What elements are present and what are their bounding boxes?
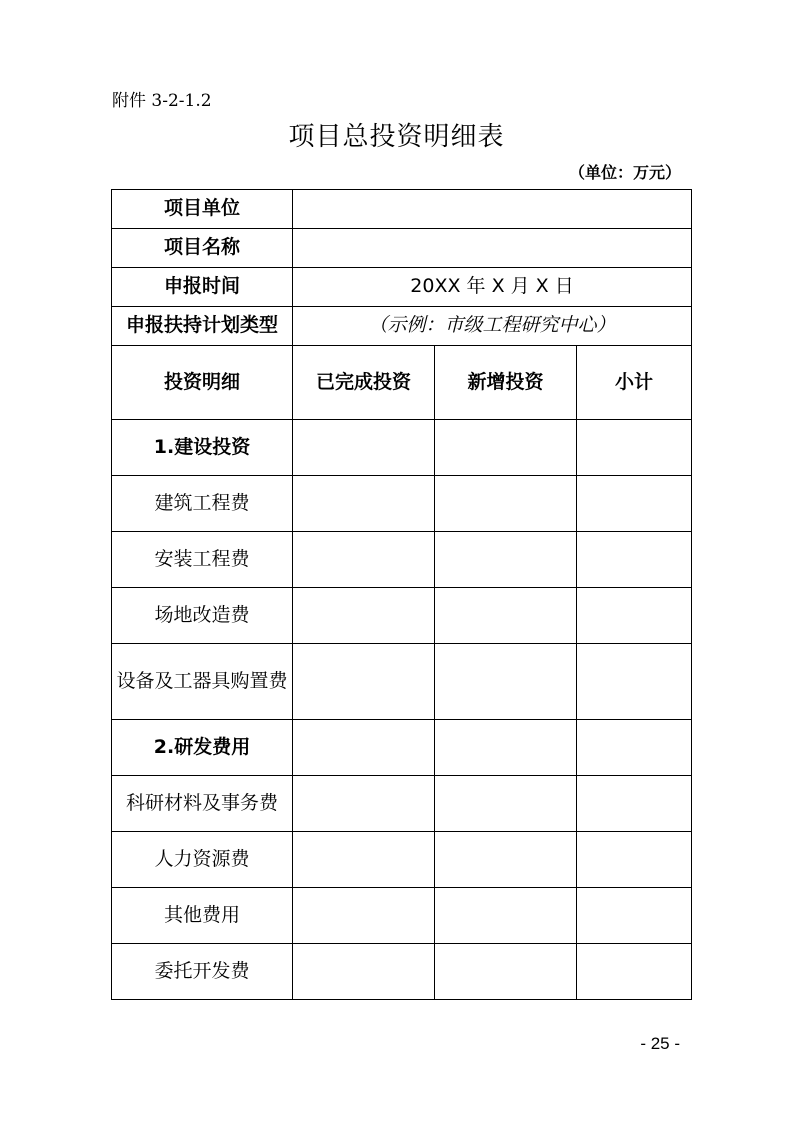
info-value[interactable] (293, 190, 692, 229)
info-value[interactable]: （示例：市级工程研究中心） (293, 307, 692, 346)
new-cell[interactable] (435, 532, 577, 588)
completed-cell[interactable] (293, 944, 435, 1000)
new-cell[interactable] (435, 720, 577, 776)
subtotal-cell[interactable] (577, 888, 692, 944)
completed-cell[interactable] (293, 420, 435, 476)
info-label: 申报时间 (112, 268, 293, 307)
subtotal-cell[interactable] (577, 476, 692, 532)
investment-table (111, 189, 692, 1000)
new-cell[interactable] (435, 944, 577, 1000)
new-cell[interactable] (435, 420, 577, 476)
new-cell[interactable] (435, 476, 577, 532)
subtotal-cell[interactable] (577, 420, 692, 476)
subtotal-cell[interactable] (577, 720, 692, 776)
new-cell[interactable] (435, 888, 577, 944)
table-row (112, 776, 692, 832)
subtotal-cell[interactable] (577, 832, 692, 888)
table-row (112, 720, 692, 776)
column-header: 投资明细 (112, 346, 293, 420)
row-label: 2.研发费用 (112, 720, 293, 776)
row-label: 委托开发费 (112, 944, 293, 1000)
new-cell[interactable] (435, 588, 577, 644)
table-row (112, 532, 692, 588)
attachment-number: 附件 3-2-1.2 (112, 91, 212, 111)
info-label: 项目名称 (112, 229, 293, 268)
column-header-row (112, 346, 692, 420)
info-row-type (112, 307, 692, 346)
completed-cell[interactable] (293, 776, 435, 832)
column-header: 已完成投资 (293, 346, 435, 420)
table-row (112, 944, 692, 1000)
info-value[interactable]: 20XX 年 X 月 X 日 (293, 268, 692, 307)
subtotal-cell[interactable] (577, 776, 692, 832)
row-label: 建筑工程费 (112, 476, 293, 532)
subtotal-cell[interactable] (577, 588, 692, 644)
info-row-date (112, 268, 692, 307)
unit-label: （单位：万元） (568, 163, 681, 182)
completed-cell[interactable] (293, 888, 435, 944)
row-label: 安装工程费 (112, 532, 293, 588)
subtotal-cell[interactable] (577, 944, 692, 1000)
completed-cell[interactable] (293, 832, 435, 888)
new-cell[interactable] (435, 644, 577, 720)
page-title: 项目总投资明细表 (288, 122, 505, 152)
row-label: 其他费用 (112, 888, 293, 944)
table-row (112, 420, 692, 476)
column-header: 新增投资 (435, 346, 577, 420)
row-label: 1.建设投资 (112, 420, 293, 476)
completed-cell[interactable] (293, 720, 435, 776)
row-label: 人力资源费 (112, 832, 293, 888)
info-label: 项目单位 (112, 190, 293, 229)
subtotal-cell[interactable] (577, 644, 692, 720)
info-value[interactable] (293, 229, 692, 268)
new-cell[interactable] (435, 832, 577, 888)
row-label: 场地改造费 (112, 588, 293, 644)
page-number: - 25 - (640, 1034, 680, 1053)
row-label: 科研材料及事务费 (112, 776, 293, 832)
info-label: 申报扶持计划类型 (112, 307, 293, 346)
table-row (112, 476, 692, 532)
new-cell[interactable] (435, 776, 577, 832)
table-row (112, 832, 692, 888)
completed-cell[interactable] (293, 532, 435, 588)
table-row (112, 888, 692, 944)
completed-cell[interactable] (293, 476, 435, 532)
row-label: 设备及工器具购置费 (112, 644, 293, 720)
completed-cell[interactable] (293, 644, 435, 720)
subtotal-cell[interactable] (577, 532, 692, 588)
table-row (112, 644, 692, 720)
column-header: 小计 (577, 346, 692, 420)
completed-cell[interactable] (293, 588, 435, 644)
info-row-unit (112, 190, 692, 229)
table-row (112, 588, 692, 644)
info-row-name (112, 229, 692, 268)
